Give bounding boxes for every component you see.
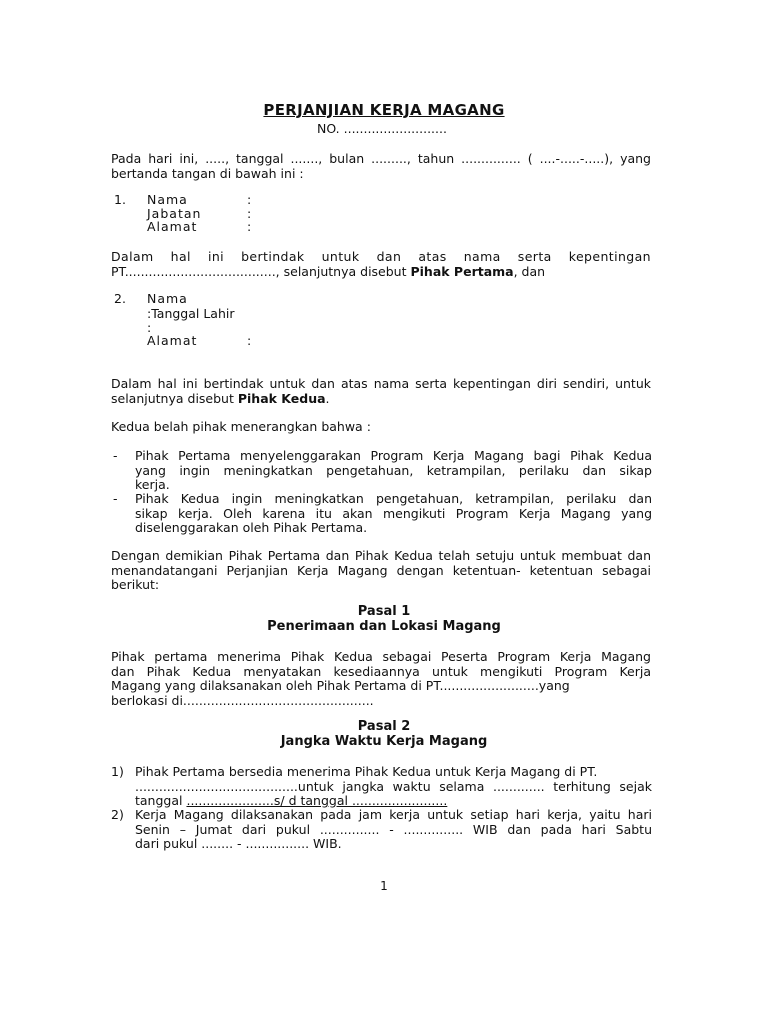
agreement-line-3: berikut: [111, 577, 160, 592]
bullet-1-dash: - [113, 448, 118, 463]
pasal-2-item-2-line-2: Senin – Jumat dari pukul ............... - ............... WIB dan pada hari Sabtu [135, 821, 652, 837]
pasal-2-item-1-number: 1) [111, 764, 124, 779]
party2-address-label: Alamat [147, 333, 198, 348]
agreement-line-2: menandatangani Perjanjian Kerja Magang dengan ketentuan- ketentuan sebagai [111, 562, 651, 578]
intro-line-2: bertanda tangan di bawah ini : [111, 165, 304, 181]
party1-position-colon: : [247, 206, 252, 221]
pasal-2-heading: Pasal 2 [357, 719, 411, 734]
page-number: 1 [380, 879, 388, 893]
bullet-1-line-3: kerja. [135, 477, 170, 492]
pasal-2-item-1 [135, 765, 652, 809]
party2-dob-label: :Tanggal Lahir [147, 306, 235, 321]
pasal-2-subheading: Jangka Waktu Kerja Magang [280, 734, 488, 749]
party1-desc-suffix: , dan [513, 263, 546, 279]
document-number: NO. .......................... [317, 121, 447, 136]
party1-number: 1. [114, 192, 126, 207]
pasal-1-line-2: dan Pihak Kedua menyatakan kesediaannya untuk mengikuti Program Kerja [111, 663, 651, 679]
party1-description [111, 250, 651, 279]
party2-description [111, 377, 651, 406]
party2-desc-line-1: Dalam hal ini bertindak untuk dan atas nama serta kepentingan diri sendiri, untuk [111, 376, 651, 391]
intro-line-1: Pada hari ini, ....., tanggal ......., bulan ........., tahun ............... ( ....-.....-.....), yang [111, 151, 651, 166]
party1-address-colon: : [247, 219, 252, 234]
document-title: PERJANJIAN KERJA MAGANG [263, 101, 505, 119]
pasal-2-item-1-date-range: ......................s/ d tanggal ........................ [186, 793, 448, 808]
pihak-kedua-term: Pihak Kedua [237, 390, 326, 406]
pasal-1-heading: Pasal 1 [357, 604, 411, 619]
pasal-1-line-1: Pihak pertama menerima Pihak Kedua sebagai Peserta Program Kerja Magang [111, 649, 651, 664]
party1-desc-line-2 [111, 265, 651, 280]
party1-name-colon: : [247, 192, 252, 207]
bullet-2 [135, 492, 652, 536]
pasal-2-item-2-line-3: dari pukul ........ - ................ WIB. [135, 836, 342, 851]
bullet-1 [135, 449, 652, 493]
party2-dob-colon: : [147, 320, 152, 335]
agreement-line-1: Dengan demikian Pihak Pertama dan Pihak Kedua telah setuju untuk membuat dan [111, 548, 651, 563]
pasal-1-subheading: Penerimaan dan Lokasi Magang [267, 619, 501, 634]
pasal-2-item-2 [135, 808, 652, 852]
pasal-2-item-2-number: 2) [111, 807, 124, 822]
pasal-1-body [111, 650, 651, 708]
party1-desc-line-1: Dalam hal ini bertindak untuk dan atas nama serta kepentingan [111, 249, 651, 264]
bullet-2-line-2: sikap kerja. Oleh karena itu akan mengikuti Program Kerja Magang yang [135, 505, 652, 521]
party2-desc-suffix: . [325, 390, 330, 406]
party2-desc-line-2 [111, 392, 651, 407]
party1-position-label: Jabatan [147, 206, 202, 221]
pihak-pertama-term: Pihak Pertama [410, 263, 514, 279]
party2-name-label: Nama [147, 291, 188, 306]
intro-paragraph [111, 152, 651, 181]
agreement-paragraph [111, 549, 651, 593]
pasal-2-item-1-date-label: tanggal [135, 793, 187, 808]
party2-address-colon: : [247, 333, 252, 348]
bullet-2-line-3: diselenggarakan oleh Pihak Pertama. [135, 520, 368, 535]
bullet-2-line-1: Pihak Kedua ingin meningkatkan pengetahuan, ketrampilan, perilaku dan [135, 491, 652, 506]
statement: Kedua belah pihak menerangkan bahwa : [111, 419, 371, 434]
pasal-1-line-4: berlokasi di................................................ [111, 692, 374, 708]
party1-desc-text: PT......................................, selanjutnya disebut [111, 263, 411, 279]
party1-name-label: Nama [147, 192, 188, 207]
pasal-2-item-1-line-2: .........................................untuk jangka waktu selama ............. terhitung sejak [135, 778, 652, 794]
pasal-2-item-1-line-1: Pihak Pertama bersedia menerima Pihak Kedua untuk Kerja Magang di PT. [135, 764, 598, 779]
pasal-1-line-3: Magang yang dilaksanakan oleh Pihak Pertama di PT.........................yang [111, 678, 570, 693]
bullet-2-dash: - [113, 491, 118, 506]
party2-number: 2. [114, 291, 126, 306]
party1-address-label: Alamat [147, 219, 198, 234]
pasal-2-item-2-line-1: Kerja Magang dilaksanakan pada jam kerja untuk setiap hari kerja, yaitu hari [135, 807, 652, 822]
bullet-1-line-1: Pihak Pertama menyelenggarakan Program Kerja Magang bagi Pihak Kedua [135, 448, 652, 463]
bullet-1-line-2: yang ingin meningkatkan pengetahuan, ketrampilan, perilaku dan sikap [135, 462, 652, 478]
party2-desc-text: selanjutnya disebut [111, 390, 238, 406]
